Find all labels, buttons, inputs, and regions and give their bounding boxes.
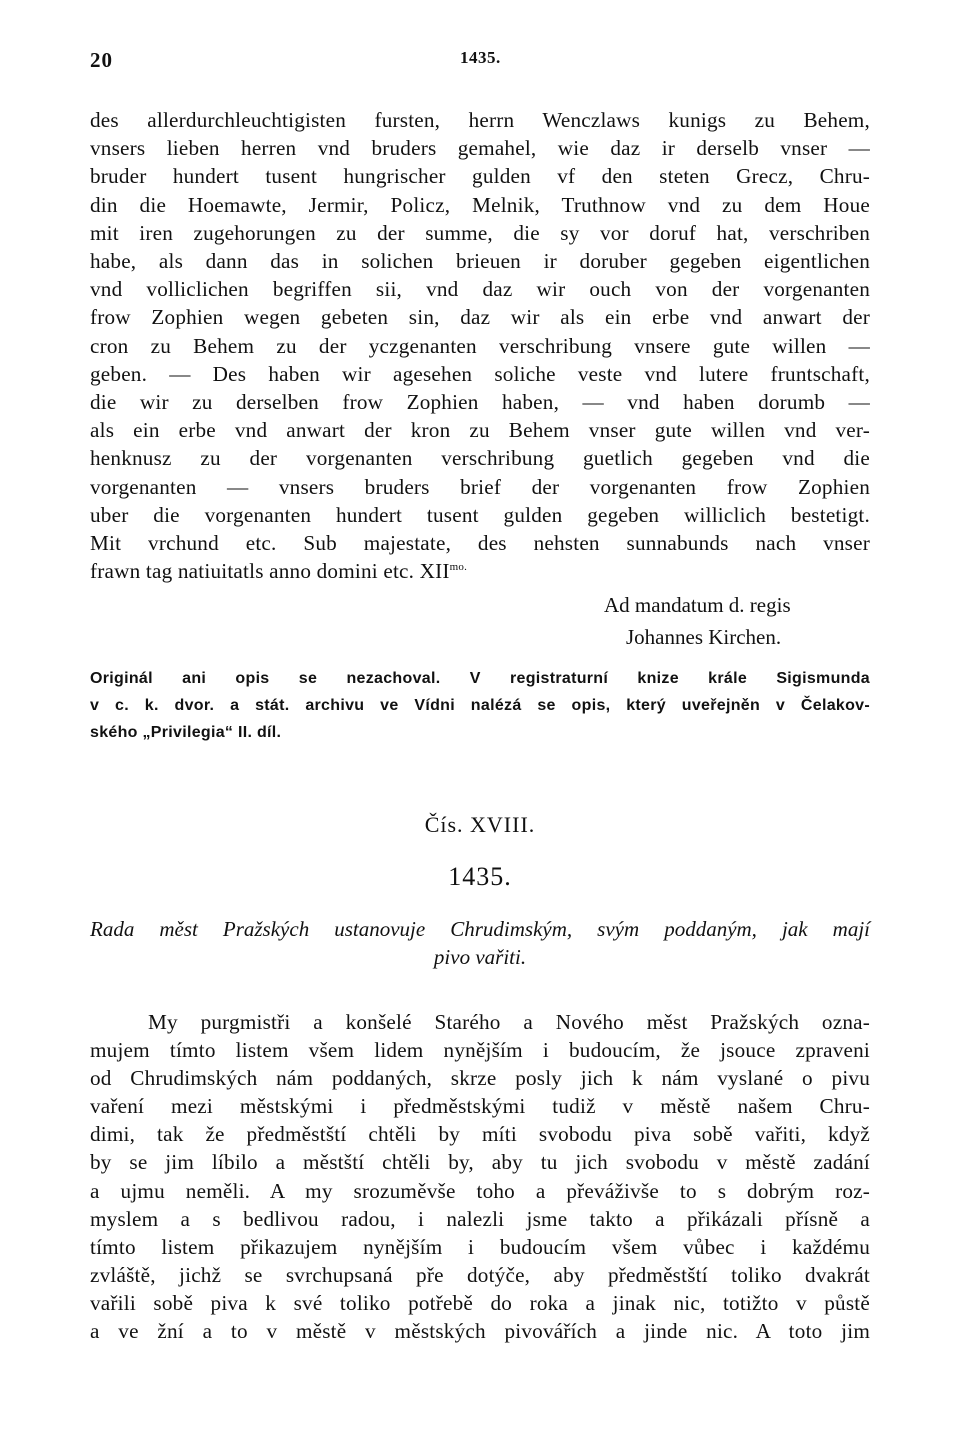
note-line-last: ského „Privilegia“ II. díl. xyxy=(90,724,282,741)
signature-mandate: Ad mandatum d. regis xyxy=(604,593,791,617)
text-line: uber die vorgenanten hundert tusent gulden gegeben williclich bestetigt. xyxy=(90,502,870,527)
text-line-last xyxy=(90,557,870,585)
text-line: vorgenanten — vnsers bruders brief der vorgenanten frow Zophien xyxy=(90,474,870,499)
note-line: v c. k. dvor. a stát. archivu ve Vídni nalézá se opis, který uveřejněn v Čelakov- xyxy=(90,697,870,714)
document-number: Čís. XVIII. xyxy=(424,812,536,837)
text-line: din die Hoemawte, Jermir, Policz, Melnik, Truthnow vnd zu dem Houe xyxy=(90,192,870,217)
text-line: mit iren zugehorungen zu der summe, die sy vor doruf hat, verschriben xyxy=(90,220,870,245)
body-line: dimi, tak že předměstští chtěli by míti svobodu piva sobě vařiti, když xyxy=(90,1122,870,1147)
page-header xyxy=(90,48,870,78)
text-line: henknusz zu der vorgenanten verschribung guetlich gegeben vnd die xyxy=(90,446,870,471)
text-line: cron zu Behem zu der yczgenanten verschribung vnsere gute willen — xyxy=(90,333,870,358)
body-line: tímto listem přikazujem nynějším i budoucím všem vůbec i každému xyxy=(90,1234,870,1259)
document-body xyxy=(90,1008,870,1345)
document-year: 1435. xyxy=(448,862,512,891)
text-line: des allerdurchleuchtigisten fursten, herrn Wenczlaws kunigs zu Behem, xyxy=(90,108,870,132)
text-line: vnsers lieben herren vnd bruders gemahel, wie daz ir derselb vnser — xyxy=(90,136,870,161)
body-line-first: My purgmistři a konšelé Starého a Nového měst Pražských ozna- xyxy=(148,1010,870,1034)
summary-line-last: pivo vařiti. xyxy=(433,945,527,969)
body-line: a ujmu neměli. A my srozuměvše toho a převáživše to s dobrým roz- xyxy=(90,1178,870,1203)
document-summary xyxy=(90,915,870,971)
charter-text xyxy=(90,106,870,585)
text-line: bruder hundert tusent hungrischer gulden vf den steten Grecz, Chru- xyxy=(90,164,870,189)
last-line-text: frawn tag natiuitatls anno domini etc. XII xyxy=(90,559,450,584)
text-line: geben. — Des haben wir agesehen soliche veste vnd lutere fruntschaft, xyxy=(90,361,870,386)
note-line: Originál ani opis se nezachoval. V registraturní knize krále Sigismunda xyxy=(90,670,870,687)
body-line: vařili sobě piva k své toliko potřebě do roka a jinak nic, totižto v půstě xyxy=(90,1290,870,1315)
summary-line: Rada měst Pražských ustanovuje Chrudimským, svým poddaným, jak mají xyxy=(90,917,870,941)
body-line: vaření mezi městskými i předměstskými tudiž v městě našem Chru- xyxy=(90,1094,870,1119)
body-line: by se jim líbilo a městští chtěli by, aby tu jich svobodu v městě zadání xyxy=(90,1150,870,1175)
body-line: myslem a s bedlivou radou, i nalezli jsme takto a přikázali přísně a xyxy=(90,1206,870,1231)
editorial-note xyxy=(90,665,870,746)
body-line: a ve žní a to v městě v městských pivovářích a jinde nic. A toto jim xyxy=(90,1319,870,1344)
signature-block xyxy=(600,589,870,653)
superscript-suffix: mo. xyxy=(449,561,468,574)
text-line: vnd volliclichen begriffen sii, vnd daz wir ouch von der vorgenanten xyxy=(90,277,870,302)
page-number: 20 xyxy=(90,48,113,72)
body-line: zvláště, jichž se svrchupsaná pře dotýče, aby předměstští toliko dvakrát xyxy=(90,1262,870,1287)
running-head-year: 1435. xyxy=(460,48,501,67)
text-line: frow Zophien wegen gebeten sin, daz wir als ein erbe vnd anwart der xyxy=(90,305,870,330)
body-line: od Chrudimských nám poddaných, skrze posly jich k nám vyslané o pivu xyxy=(90,1066,870,1091)
text-line: die wir zu derselben frow Zophien haben, — vnd haben dorumb — xyxy=(90,390,870,415)
text-line: Mit vrchund etc. Sub majestate, des nehsten sunnabunds nach vnser xyxy=(90,531,870,556)
text-line: habe, als dann das in solichen brieuen ir doruber gegeben eigentlichen xyxy=(90,249,870,274)
text-line: als ein erbe vnd anwart der kron zu Behem vnser gute willen vnd ver- xyxy=(90,418,870,443)
signature-name: Johannes Kirchen. xyxy=(626,625,782,649)
body-line: mujem tímto listem všem lidem nynějším i budoucím, že jsouce zpraveni xyxy=(90,1038,870,1063)
